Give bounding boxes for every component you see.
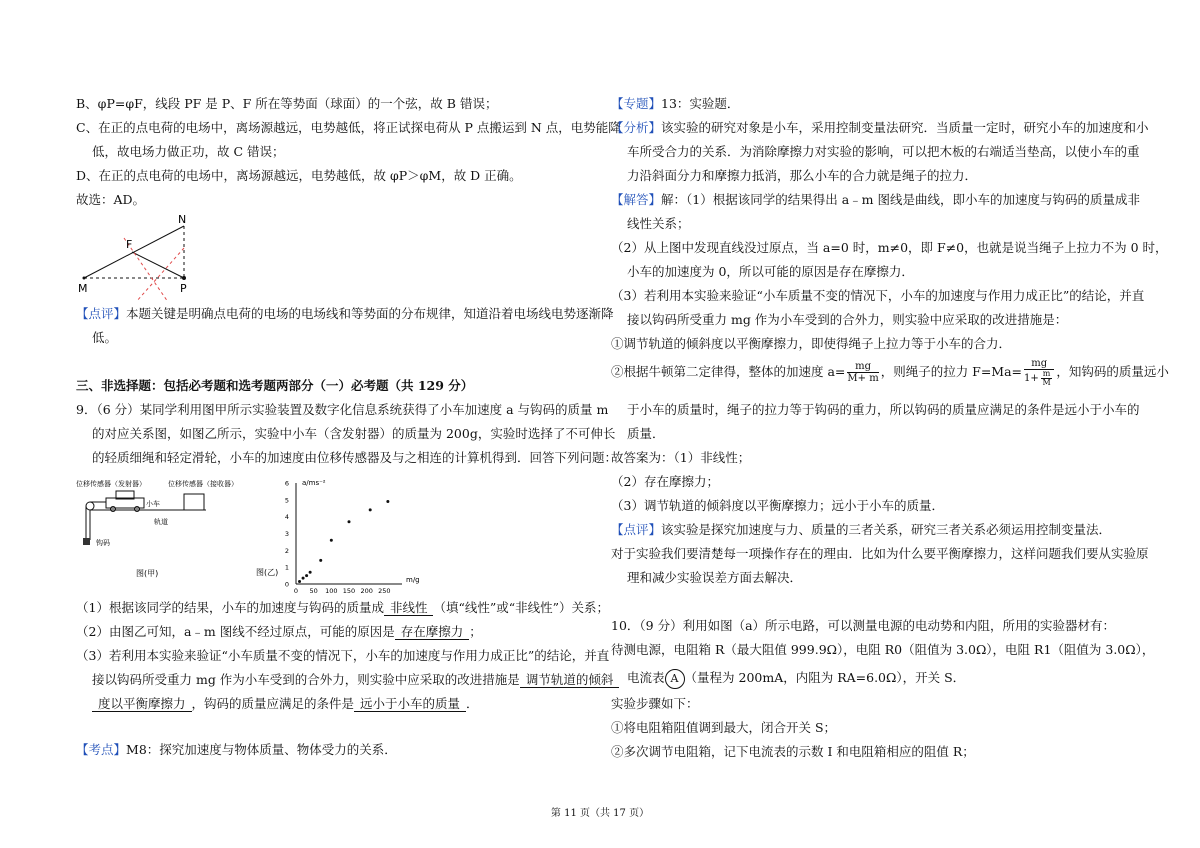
x-axis-label: m/g	[406, 576, 420, 584]
track-label: 轨道	[154, 518, 168, 526]
text-line: （2）从上图中发现直线没过原点，当 a=0 时，m≠0，即 F≠0，也就是说当绳子上拉力不为 0 时，	[611, 240, 1168, 255]
answer-3-line2: 接以钩码所受重力 mg 作为小车受到的合外力，则实验中应采取的改进措施是 调节轨道的倾斜	[76, 672, 619, 688]
data-point	[302, 577, 305, 580]
data-point	[298, 580, 301, 583]
car-label: 小车	[146, 500, 160, 508]
fraction-a: $\frac{mg}{M+ m}$	[847, 361, 879, 384]
text-line: 故选：AD。	[76, 192, 146, 207]
acceleration-mass-chart	[256, 475, 426, 600]
text-line: C、在正的点电荷的电场中，离场源越远，电势越低，将正试探电荷从 P 点搬运到 N 点，电势能降	[76, 120, 621, 135]
x-tick-label: 200	[360, 587, 373, 595]
kaodian-tag: 【考点】	[76, 742, 127, 757]
answer-1: （1）根据该同学的结果，小车的加速度与钩码的质量成 非线性 （填“线性”或“非线性”）关系；	[76, 600, 610, 615]
sensor-transmitter-label: 位移传感器（发射器）	[76, 480, 146, 488]
fenxi: 【分析】该实验的研究对象是小车，采用控制变量法研究．当质量一定时，研究小车的加速度和小	[611, 120, 1149, 135]
text-line: 9．（6 分）某同学利用图甲所示实验装置及数字化信息系统获得了小车加速度 a 与钩码的质量 m	[76, 402, 609, 417]
jieda-tag: 【解答】	[611, 192, 662, 207]
fraction-f: mg 1+ $\frac{m}{M}$	[1024, 358, 1054, 387]
y-tick-label: 0	[284, 580, 289, 589]
y-tick-label: 6	[284, 479, 289, 488]
text-line: D、在正的点电荷的电场中，离场源越远，电势越低，故 φP＞φM，故 D 正确。	[76, 168, 522, 183]
dianping-right-tag: 【点评】	[611, 522, 662, 537]
text-line: ①将电阻箱阻值调到最大，闭合开关 S；	[611, 720, 837, 735]
text-line: B、φP=φF，线段 PF 是 P、F 所在等势面（球面）的一个弦，故 B 错误；	[76, 96, 498, 111]
text-line: （3）调节轨道的倾斜度以平衡摩擦力；远小于小车的质量．	[611, 498, 944, 513]
text-line: 待测电源，电阻箱 R（最大阻值 999.9Ω），电阻 R0（阻值为 3.0Ω），电阻 R1（阻值为 3.0Ω），	[611, 642, 1155, 657]
zhuanti: 【专题】13：实验题．	[611, 96, 740, 111]
text-line: 线性关系；	[627, 216, 690, 231]
text-line: 故答案为：（1）非线性；	[611, 450, 751, 465]
text-line: ②多次调节电阻箱，记下电流表的示数 I 和电阻箱相应的阻值 R；	[611, 744, 975, 759]
equation-line: ②根据牛顿第二定律得，整体的加速度 a= $\frac{mg}{M+ m}$ ，则绳子的拉力 F=Ma= mg 1+ $\frac{m}{M}$ ，知钩码的质量远小	[611, 358, 1169, 387]
y-tick-label: 2	[284, 546, 289, 555]
text-line: 的对应关系图，如图乙所示，实验中小车（含发射器）的质量为 200g，实验时选择了不可伸长	[92, 426, 616, 441]
figure-yi-caption: 图(乙)	[256, 568, 279, 577]
zhuanti-tag: 【专题】	[611, 96, 662, 111]
weight-label: 钩码	[96, 539, 110, 547]
point-label-f: F	[126, 238, 133, 251]
text-line: 质量．	[627, 426, 665, 441]
x-tick-label: 0	[293, 587, 299, 595]
data-point	[386, 500, 389, 503]
text-line: 低。	[92, 330, 118, 345]
y-tick-label: 4	[284, 513, 289, 522]
x-tick-label: 100	[325, 587, 338, 595]
y-tick-label: 5	[284, 496, 289, 505]
data-point	[319, 559, 322, 562]
ammeter-line: 电流表 A （量程为 200mA，内阻为 RA=6.0Ω），开关 S．	[611, 668, 965, 689]
y-tick-label: 3	[284, 530, 289, 538]
text-line: 低，故电场力做正功，故 C 错误；	[92, 144, 285, 159]
figure-jia-caption: 图(甲)	[136, 569, 159, 578]
x-tick-label: 50	[309, 587, 318, 595]
apparatus-figure	[76, 476, 279, 581]
text-line: 力沿斜面分力和摩擦力抵消，那么小车的合力就是绳子的拉力．	[627, 168, 978, 183]
dianping-tag: 【点评】	[76, 306, 127, 321]
data-point	[330, 539, 333, 542]
answer-2-blank: 存在摩擦力	[395, 625, 470, 640]
sensor-receiver-label: 位移传感器（接收器）	[168, 480, 238, 488]
answer-3-blank-1: 调节轨道的倾斜	[520, 673, 620, 688]
data-point	[369, 508, 372, 511]
answer-3: （3）若利用本实验来验证“小车质量不变的情况下，小车的加速度与作用力成正比”的结论，并直	[76, 648, 610, 663]
dianping-right: 【点评】该实验是探究加速度与力、质量的三者关系，研究三者关系必须运用控制变量法．	[611, 522, 1112, 537]
section-title: 三、非选择题：包括必考题和选考题两部分（一）必考题（共 129 分）	[76, 378, 474, 393]
jieda: 【解答】解：（1）根据该同学的结果得出 a﹣m 图线是曲线，即小车的加速度与钩码的质量成非	[611, 192, 1140, 207]
text-line: 对于实验我们要清楚每一项操作存在的理由．比如为什么要平衡摩擦力，这样问题我们要从实验原	[611, 546, 1149, 561]
text-line: （2）存在摩擦力；	[611, 474, 719, 489]
point-label-p: P	[180, 282, 187, 295]
text-line: 实验步骤如下：	[611, 696, 699, 711]
field-diagram	[76, 210, 196, 300]
text-line: 接以钩码所受重力 mg 作为小车受到的合外力，则实验中应采取的改进措施是：	[627, 312, 1068, 327]
x-tick-label: 150	[342, 587, 356, 595]
text-line: 10．（9 分）利用如图（a）所示电路，可以测量电源的电动势和内阻，所用的实验器材有：	[611, 618, 1116, 633]
kaodian: 【考点】M8：探究加速度与物体质量、物体受力的关系．	[76, 742, 397, 757]
point-label-m: M	[78, 282, 88, 295]
answer-1-blank: 非线性	[384, 601, 434, 616]
y-tick-label: 1	[284, 563, 289, 572]
data-point	[305, 574, 308, 577]
data-point	[309, 571, 312, 574]
answer-3-blank-2: 远小于小车的质量	[354, 697, 466, 712]
data-point	[348, 520, 351, 523]
dianping	[76, 306, 614, 322]
answer-3-blank-1b: 度以平衡摩擦力	[92, 697, 192, 712]
point-label-n: N	[178, 213, 187, 226]
text-line: 于小车的质量时，绳子的拉力等于钩码的重力，所以钩码的质量应满足的条件是远小于小车的	[627, 402, 1140, 417]
answer-2: （2）由图乙可知，a﹣m 图线不经过原点，可能的原因是 存在摩擦力 ；	[76, 624, 482, 639]
text-line: ①调节轨道的倾斜度以平衡摩擦力，即使得绳子上拉力等于小车的合力．	[611, 336, 1012, 351]
text-line: 车所受合力的关系．为消除摩擦力对实验的影响，可以把木板的右端适当垫高，以使小车的重	[627, 144, 1140, 159]
text-line: 的轻质细绳和轻定滑轮，小车的加速度由位移传感器及与之相连的计算机得到．回答下列问题：	[92, 450, 618, 465]
page-footer: 第 11 页（共 17 页）	[550, 808, 650, 819]
text-line: 理和减少实验误差方面去解决．	[627, 570, 803, 585]
answer-3-line3: 度以平衡摩擦力 ，钩码的质量应满足的条件是 远小于小车的质量 ．	[76, 696, 479, 712]
text-line: （3）若利用本实验来验证“小车质量不变的情况下，小车的加速度与作用力成正比”的结论，并直	[611, 288, 1145, 303]
ammeter-symbol: A	[665, 669, 685, 689]
y-axis-label: a/ms⁻²	[302, 479, 326, 487]
fenxi-tag: 【分析】	[611, 120, 662, 135]
dianping-text: 本题关键是明确点电荷的电场的电场线和等势面的分布规律，知道沿着电场线电势逐渐降	[126, 306, 614, 321]
text-line: 小车的加速度为 0，所以可能的原因是存在摩擦力．	[627, 264, 914, 279]
x-tick-label: 250	[378, 587, 391, 595]
